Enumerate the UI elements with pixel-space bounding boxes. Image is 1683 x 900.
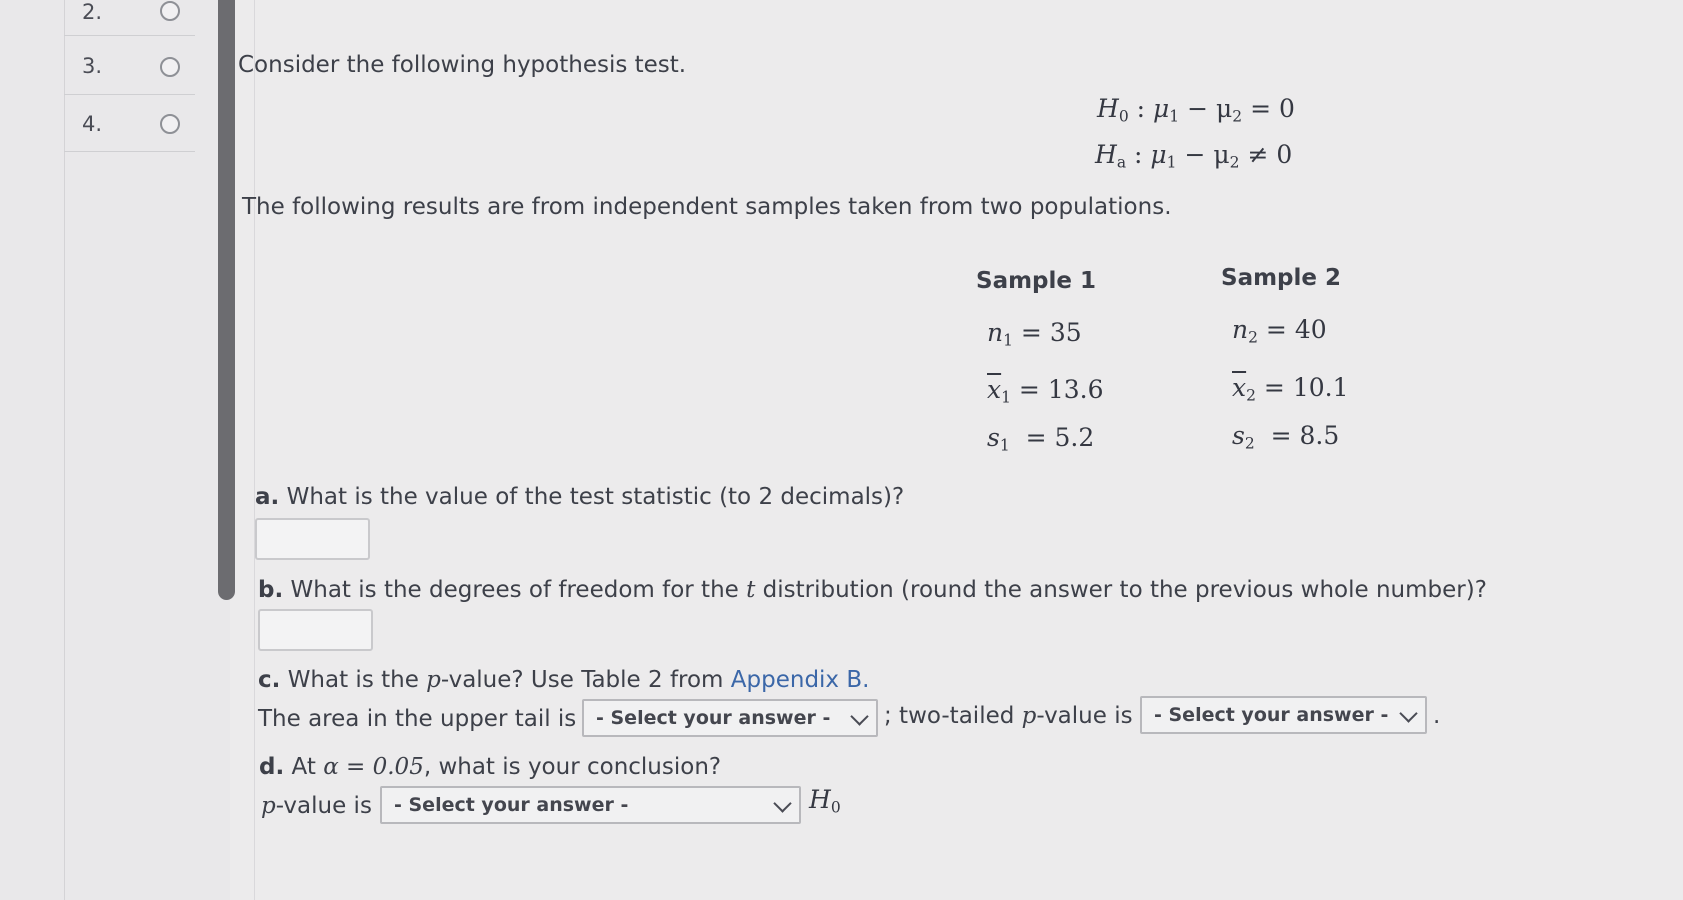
question-number: 4. [82,112,103,136]
ha-relation: ≠ 0 [1247,140,1293,169]
two-tailed-label: ; two-tailed p-value is [884,703,1133,729]
test-statistic-input[interactable] [255,518,370,560]
results-text: The following results are from independent samples taken from two populations. [242,194,1172,220]
chevron-down-icon [773,794,791,812]
xbar2-value: $\overline{x}_2 = 10.1$ [1232,373,1349,405]
pvalue-label: p-value is [261,793,372,819]
appendix-b-link[interactable]: Appendix B. [730,667,870,693]
sample2-header: Sample 2 [1221,265,1342,291]
h0-conclusion: $H_0$ [809,785,841,817]
status-circle-icon [160,1,180,21]
xbar1-value: $\overline{x}_1 = 13.6$ [987,375,1104,407]
null-hypothesis: $H_0$ : $\mu_1 - \mu_2 = 0$ [1097,94,1295,126]
question-number: 2. [82,0,103,24]
n2-value: $n_2 = 40$ [1232,315,1327,347]
h0-sub: 0 [1118,107,1129,126]
question-list [0,0,230,900]
part-b-question: b. What is the degrees of freedom for the t distribution (round the answer to the previous whole number)? [258,577,1487,603]
s1-value: $s_1 = 5.2$ [987,423,1095,455]
part-a-question: a. What is the value of the test statistic (to 2 decimals)? [255,484,905,510]
degrees-of-freedom-input[interactable] [258,609,373,651]
h0-symbol: H [1097,94,1119,123]
alternative-hypothesis: $H_a$ : $\mu_1 - \mu_2 \ne 0$ [1095,140,1293,172]
divider [254,0,255,900]
part-c-question: c. What is the p-value? Use Table 2 from Appendix B. [258,667,870,693]
question-item-4[interactable] [64,95,195,152]
h0-relation: = 0 [1250,94,1295,123]
minus-mu: − μ [1187,94,1233,123]
scrollbar[interactable] [218,0,235,600]
sample1-header: Sample 1 [976,268,1097,294]
ha-symbol: H [1095,140,1117,169]
question-item-2[interactable] [64,0,195,36]
two-tailed-select[interactable]: - Select your answer - [1140,696,1427,734]
mu-symbol: μ [1153,94,1170,123]
upper-tail-select[interactable]: - Select your answer - [582,699,878,737]
chevron-down-icon [1399,704,1417,722]
question-intro: Consider the following hypothesis test. [238,52,687,78]
mu-symbol: μ [1150,140,1167,169]
minus-mu: − μ [1184,140,1230,169]
period: . [1433,703,1441,729]
status-circle-icon [160,114,180,134]
question-number: 3. [82,54,103,78]
question-item-3[interactable] [64,37,195,95]
status-circle-icon [160,57,180,77]
n1-value: $n_1 = 35$ [987,318,1082,350]
part-d-question: d. At α = 0.05, what is your conclusion? [259,754,722,780]
ha-sub: a [1116,153,1127,172]
conclusion-select[interactable]: - Select your answer - [380,786,801,824]
s2-value: $s_2 = 8.5$ [1232,421,1340,453]
chevron-down-icon [850,707,868,725]
upper-tail-label: The area in the upper tail is [258,706,577,732]
